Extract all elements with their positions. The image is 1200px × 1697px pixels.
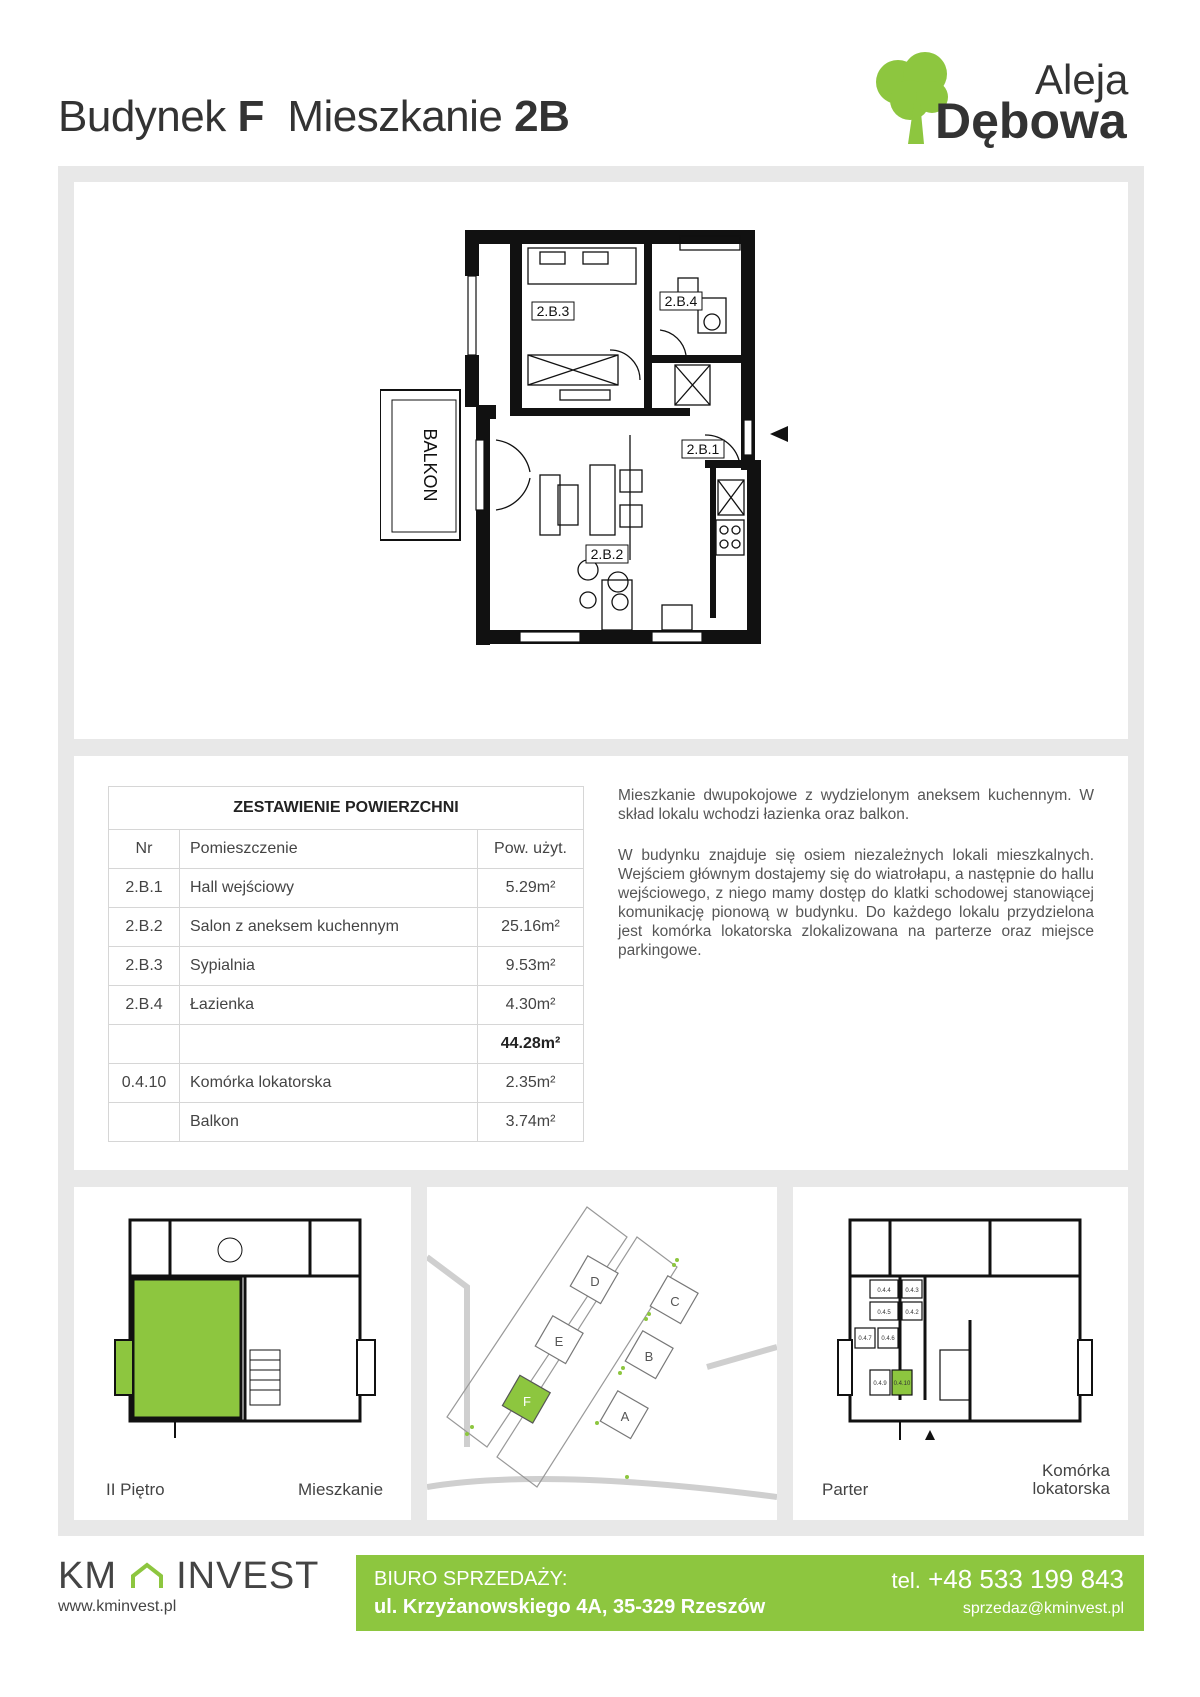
email-address[interactable]: sprzedaz@kminvest.pl	[962, 1600, 1124, 1617]
building-letter: F	[237, 92, 264, 141]
svg-text:0.4.2: 0.4.2	[905, 1310, 919, 1316]
svg-text:0.4.10: 0.4.10	[893, 1381, 911, 1387]
ground-floor-label: Parter	[822, 1480, 869, 1499]
total-area: 44.28m²	[478, 1025, 584, 1064]
column-header-area: Pow. użyt.	[478, 830, 584, 869]
apartment-floor-plan	[380, 210, 800, 710]
table-row: 0.4.10 Komórka lokatorska 2.35m²	[109, 1064, 584, 1103]
svg-text:0.4.7: 0.4.7	[858, 1336, 872, 1342]
svg-text:E: E	[554, 1334, 564, 1349]
site-plan	[427, 1187, 777, 1520]
room-label-2b1: 2.B.1	[686, 441, 720, 457]
svg-text:0.4.5: 0.4.5	[877, 1310, 891, 1316]
column-header-nr: Nr	[109, 830, 180, 869]
description-paragraph-1: Mieszkanie dwupokojowe z wydzielonym aneksem kuchennym. W skład lokalu wchodzi łazienka oraz balkon.	[618, 787, 1094, 823]
floor-key-plan	[100, 1210, 390, 1440]
company-logo: KM INVEST	[58, 1555, 320, 1597]
svg-text:0.4.3: 0.4.3	[905, 1288, 919, 1294]
balcony-label: BALKON	[420, 428, 440, 502]
apartment-label: Mieszkanie	[298, 1480, 384, 1499]
storage-label: Komórka lokatorska	[1032, 1461, 1110, 1498]
company-url[interactable]: www.kminvest.pl	[58, 1598, 177, 1615]
room-label-2b4: 2.B.4	[664, 293, 698, 309]
sales-office-label: BIURO SPRZEDAŻY:	[374, 1568, 568, 1590]
column-header-room: Pomieszczenie	[180, 830, 478, 869]
svg-text:0.4.4: 0.4.4	[877, 1288, 891, 1294]
logo-text-debowa: Dębowa	[935, 93, 1127, 149]
svg-text:0.4.9: 0.4.9	[873, 1381, 887, 1387]
svg-text:C: C	[670, 1294, 680, 1309]
entrance-arrow-icon	[925, 1430, 935, 1440]
table-row: 2.B.2 Salon z aneksem kuchennym 25.16m²	[109, 908, 584, 947]
svg-text:A: A	[620, 1409, 630, 1424]
phone-number[interactable]: tel. +48 533 199 843	[891, 1564, 1124, 1594]
floor-label: II Piętro	[106, 1480, 165, 1499]
table-row: 2.B.1 Hall wejściowy 5.29m²	[109, 869, 584, 908]
area-table	[108, 786, 584, 1142]
description-paragraph-2: W budynku znajduje się osiem niezależnych lokali mieszkalnych. Wejściem głównym dostajemy się do wiatrołapu, a następnie do hallu wejściowego, z niego mamy dostęp do klatki schodowej stanowiącej komunikację pionową w budynku. Do każdego lokalu przydzielona jest komórka lokatorska zlokalizowana na parterze oraz miejsce parkingowe.	[618, 847, 1094, 959]
room-label-2b2: 2.B.2	[590, 546, 624, 562]
svg-text:D: D	[590, 1274, 600, 1289]
apartment-number: 2B	[514, 92, 570, 141]
room-label-2b3: 2.B.3	[536, 303, 570, 319]
sales-office-address: ul. Krzyżanowskiego 4A, 35-329 Rzeszów	[374, 1596, 766, 1618]
highlighted-apartment	[133, 1279, 241, 1418]
svg-text:0.4.6: 0.4.6	[881, 1336, 895, 1342]
roof-icon	[129, 1562, 165, 1590]
svg-text:F: F	[523, 1394, 531, 1409]
entrance-arrow-icon	[770, 426, 788, 442]
table-row: 2.B.4 Łazienka 4.30m²	[109, 986, 584, 1025]
svg-text:B: B	[644, 1349, 654, 1364]
page-title: Budynek F Mieszkanie 2B	[58, 92, 570, 141]
total-row	[109, 1025, 584, 1064]
table-header-row	[109, 830, 584, 869]
table-row: Balkon 3.74m²	[109, 1103, 584, 1142]
area-table-title: ZESTAWIENIE POWIERZCHNI	[109, 787, 584, 830]
table-row: 2.B.3 Sypialnia 9.53m²	[109, 947, 584, 986]
logo-text-aleja: Aleja	[1035, 56, 1129, 103]
ground-floor-key-plan	[830, 1210, 1110, 1440]
